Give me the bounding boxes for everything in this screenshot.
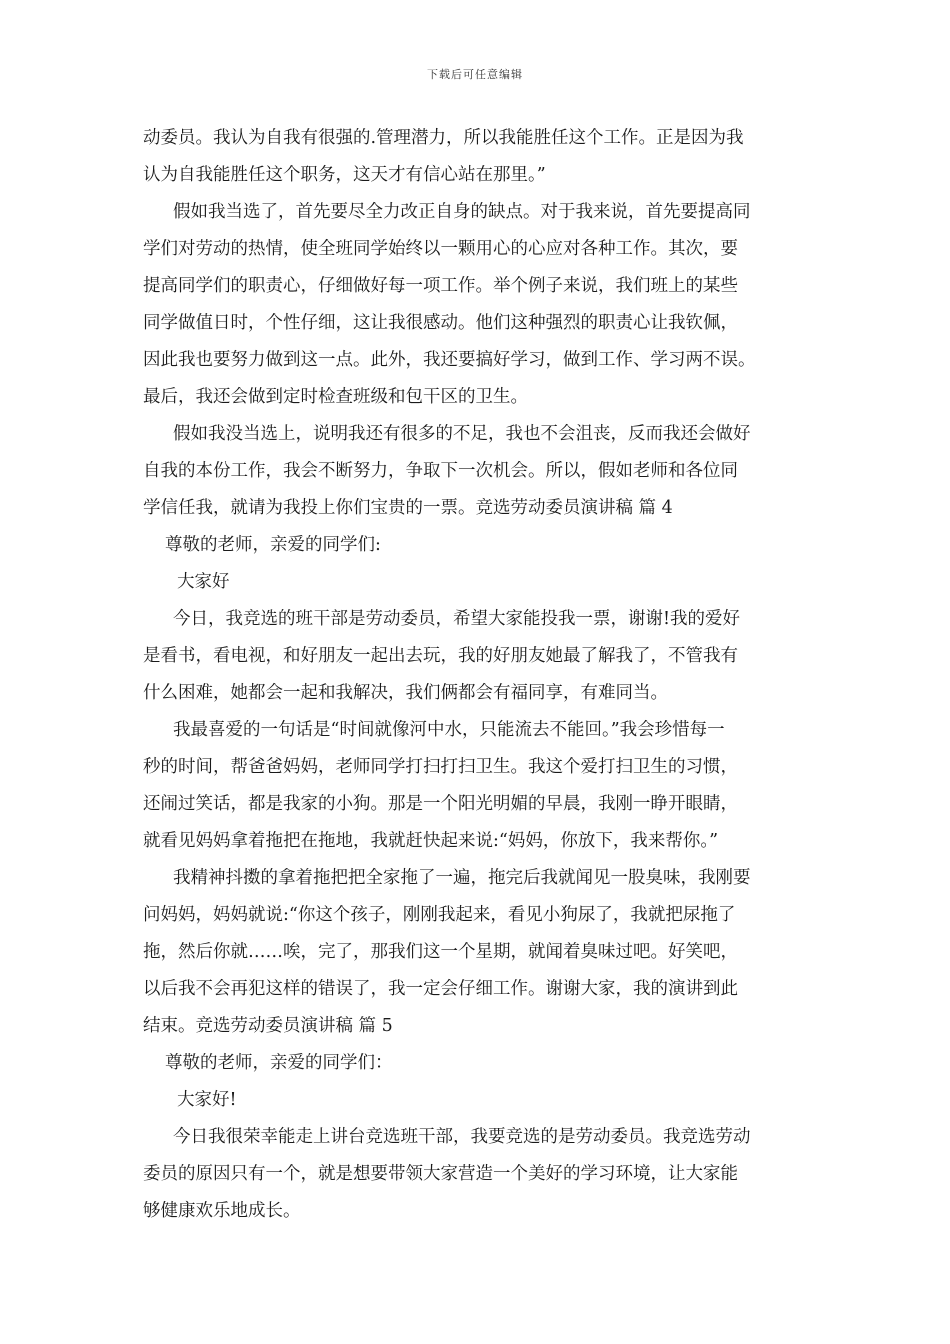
text-line: 我精神抖擞的拿着拖把把全家拖了一遍，拖完后我就闻见一股臭味，我刚要	[173, 868, 751, 888]
text-line: 大家好!	[177, 1090, 237, 1110]
text-line: 我最喜爱的一句话是“时间就像河中水，只能流去不能回。”我会珍惜每一	[173, 720, 725, 740]
text-line: 还闹过笑话，都是我家的小狗。那是一个阳光明媚的早晨，我刚一睁开眼睛，	[143, 794, 738, 814]
text-line: 假如我当选了，首先要尽全力改正自身的缺点。对于我来说，首先要提高同	[173, 202, 751, 222]
text-line: 结束。竞选劳动委员演讲稿 篇 5	[143, 1016, 393, 1036]
text-line: 自我的本份工作，我会不断努力，争取下一次机会。所以，假如老师和各位同	[143, 461, 738, 481]
text-line: 大家好	[177, 572, 230, 592]
text-line: 尊敬的老师，亲爱的同学们:	[165, 535, 381, 555]
text-line: 最后，我还会做到定时检查班级和包干区的卫生。	[143, 387, 528, 407]
text-line: 学们对劳动的热情，使全班同学始终以一颗用心的心应对各种工作。其次，要	[143, 239, 738, 259]
text-line: 尊敬的老师，亲爱的同学们：	[165, 1053, 393, 1073]
text-line: 是看书，看电视，和好朋友一起出去玩，我的好朋友她最了解我了，不管我有	[143, 646, 738, 666]
text-line: 委员的原因只有一个，就是想要带领大家营造一个美好的学习环境，让大家能	[143, 1164, 738, 1184]
text-line: 提高同学们的职责心，仔细做好每一项工作。举个例子来说，我们班上的某些	[143, 276, 738, 296]
page-header: 下载后可任意编辑	[427, 68, 523, 81]
text-line: 秒的时间，帮爸爸妈妈，老师同学打扫打扫卫生。我这个爱打扫卫生的习惯，	[143, 757, 738, 777]
text-line: 学信任我，就请为我投上你们宝贵的一票。竞选劳动委员演讲稿 篇 4	[143, 498, 673, 518]
text-line: 够健康欢乐地成长。	[143, 1201, 301, 1221]
text-line: 同学做值日时，个性仔细，这让我很感动。他们这种强烈的职责心让我钦佩，	[143, 313, 738, 333]
text-line: 认为自我能胜任这个职务，这天才有信心站在那里。”	[143, 165, 546, 185]
text-line: 因此我也要努力做到这一点。此外，我还要搞好学习，做到工作、学习两不误。	[143, 350, 756, 370]
text-line: 今日我很荣幸能走上讲台竞选班干部，我要竞选的是劳动委员。我竞选劳动	[173, 1127, 751, 1147]
text-line: 拖，然后你就……唉，完了，那我们这一个星期，就闻着臭味过吧。好笑吧，	[143, 942, 738, 962]
text-line: 假如我没当选上，说明我还有很多的不足，我也不会沮丧，反而我还会做好	[173, 424, 751, 444]
text-line: 今日，我竞选的班干部是劳动委员，希望大家能投我一票，谢谢!我的爱好	[173, 609, 741, 629]
text-line: 什么困难，她都会一起和我解决，我们俩都会有福同享，有难同当。	[143, 683, 668, 703]
document-body	[143, 120, 823, 1230]
text-line: 就看见妈妈拿着拖把在拖地，我就赶快起来说:“妈妈，你放下，我来帮你。”	[143, 831, 719, 851]
text-line: 问妈妈，妈妈就说:“你这个孩子，刚刚我起来，看见小狗尿了，我就把尿拖了	[143, 905, 736, 925]
text-line: 以后我不会再犯这样的错误了，我一定会仔细工作。谢谢大家，我的演讲到此	[143, 979, 738, 999]
text-line: 动委员。我认为自我有很强的.管理潜力，所以我能胜任这个工作。正是因为我	[143, 128, 744, 148]
